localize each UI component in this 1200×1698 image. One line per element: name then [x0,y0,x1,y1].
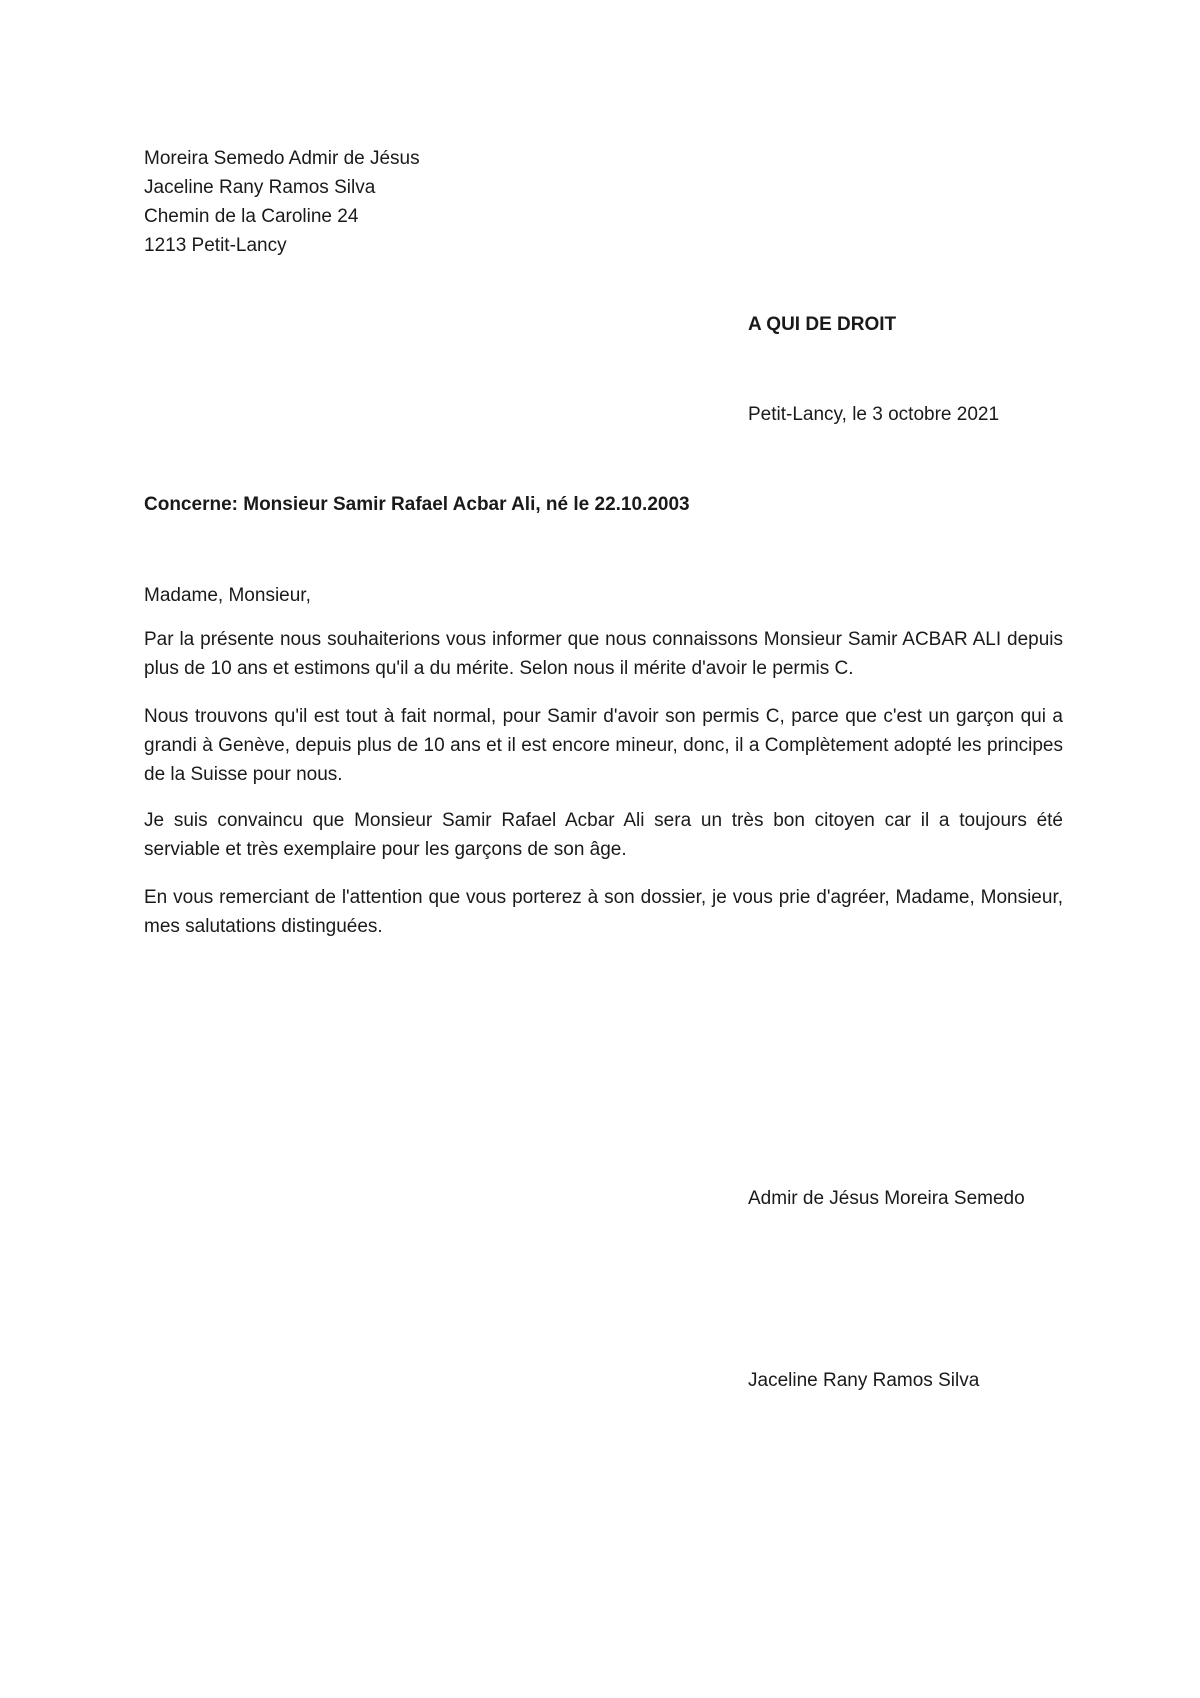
signature-name-1: Admir de Jésus Moreira Semedo [748,1188,1025,1209]
paragraph-3: Je suis convaincu que Monsieur Samir Rafael Acbar Ali sera un très bon citoyen car il a toujours été serviable et très exemplaire pour les garçons de son âge. [144,810,1063,860]
sender-name-2: Jaceline Rany Ramos Silva [144,177,376,198]
sender-street: Chemin de la Caroline 24 [144,206,359,227]
sender-name-1: Moreira Semedo Admir de Jésus [144,148,420,169]
recipient: A QUI DE DROIT [748,314,897,335]
paragraph-2: Nous trouvons qu'il est tout à fait normal, pour Samir d'avoir son permis C, parce que c'est un garçon qui a grandi à Genève, depuis plus de 10 ans et il est encore mineur, donc, il a Complètement adopté les principes de la Suisse pour nous. [144,706,1063,785]
subject-line: Concerne: Monsieur Samir Rafael Acbar Ali, né le 22.10.2003 [144,494,690,515]
place-date: Petit-Lancy, le 3 octobre 2021 [748,404,1000,425]
sender-city: 1213 Petit-Lancy [144,235,287,256]
paragraph-1: Par la présente nous souhaiterions vous informer que nous connaissons Monsieur Samir ACBAR ALI depuis plus de 10 ans et estimons qu'il a du mérite. Selon nous il mérite d'avoir le permis C. [144,629,1063,679]
signature-name-2: Jaceline Rany Ramos Silva [748,1370,980,1391]
salutation: Madame, Monsieur, [144,585,311,606]
paragraph-4: En vous remerciant de l'attention que vous porterez à son dossier, je vous prie d'agréer, Madame, Monsieur, mes salutations distinguées. [144,887,1063,937]
